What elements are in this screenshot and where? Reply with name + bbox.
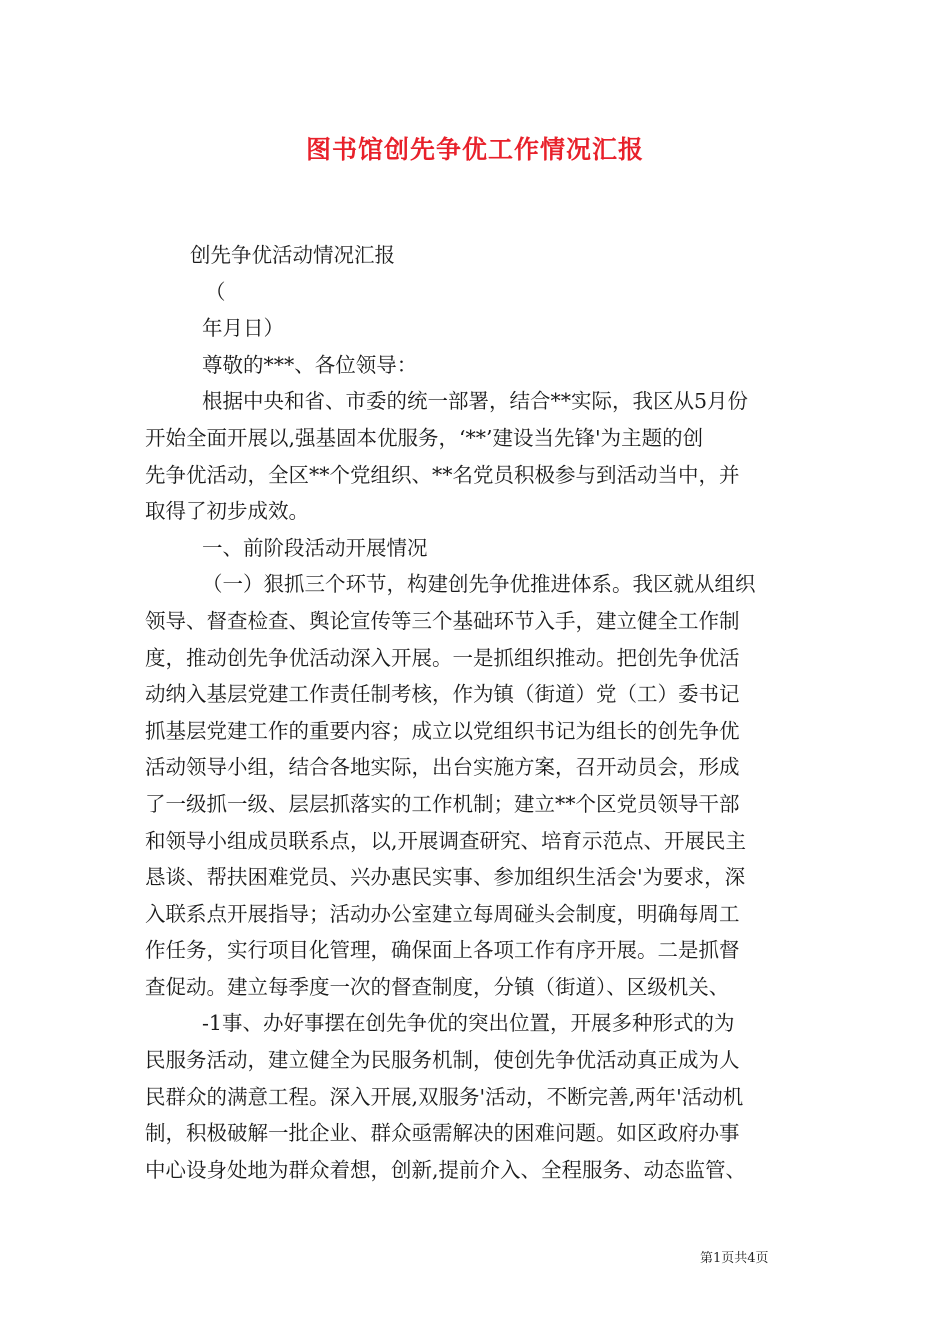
body-line: （一）狠抓三个环节，构建创先争优推进体系。我区就从组织: [202, 572, 756, 597]
body-line: 和领导小组成员联系点，以,开展调查研究、培育示范点、开展民主: [145, 828, 747, 853]
document-title: 图书馆创先争优工作情况汇报: [305, 135, 644, 164]
body-line: -1事、办好事摆在创先争优的突出位置，开展多种形式的为: [202, 1011, 735, 1036]
body-line: 尊敬的***、各位领导：: [202, 352, 418, 377]
body-line: 恳谈、帮扶困难党员、兴办惠民实事、参加组织生活会'为要求，深: [145, 865, 746, 890]
body-line: 度，推动创先争优活动深入开展。一是抓组织推动。把创先争优活: [145, 645, 740, 670]
body-line: 创先争优活动情况汇报: [190, 243, 395, 267]
body-line: （: [205, 279, 226, 304]
body-line: 动纳入基层党建工作责任制考核，作为镇（街道）党（工）委书记: [145, 682, 740, 707]
body-line: 抓基层党建工作的重要内容；成立以党组织书记为组长的创先争优: [145, 718, 740, 743]
body-line: 活动领导小组，结合各地实际，出台实施方案，召开动员会，形成: [145, 755, 740, 780]
body-line: 入联系点开展指导；活动办公室建立每周碰头会制度，明确每周工: [145, 901, 740, 926]
body-line: 了一级抓一级、层层抓落实的工作机制；建立**个区党员领导干部: [145, 791, 740, 816]
body-line: 查促动。建立每季度一次的督查制度，分镇（街道）、区级机关、: [145, 974, 730, 999]
body-line: 制，积极破解一批企业、群众亟需解决的困难问题。如区政府办事: [145, 1121, 740, 1146]
body-line: 一、前阶段活动开展情况: [202, 535, 428, 560]
body-line: 年月日）: [202, 316, 284, 341]
document-body: [145, 237, 807, 1188]
body-line: 民服务活动，建立健全为民服务机制，使创先争优活动真正成为人: [145, 1048, 740, 1073]
body-line: 取得了初步成效。: [145, 499, 309, 524]
page-number: 第1页共4页: [700, 1251, 769, 1266]
body-line: 开始全面开展以,强基固本优服务，‘**’建设当先锋'为主题的创: [145, 425, 704, 450]
body-line: 根据中央和省、市委的统一部署，结合**实际，我区从5月份: [202, 389, 749, 414]
body-line: 中心设身处地为群众着想，创新,提前介入、全程服务、动态监管、: [145, 1157, 747, 1182]
body-line: 作任务，实行项目化管理，确保面上各项工作有序开展。二是抓督: [145, 938, 740, 963]
body-line: 民群众的满意工程。深入开展,双服务'活动，不断完善,两年'活动机: [145, 1084, 744, 1109]
body-line: 先争优活动，全区**个党组织、**名党员积极参与到活动当中，并: [145, 462, 740, 487]
body-line: 领导、督查检查、舆论宣传等三个基础环节入手，建立健全工作制: [145, 608, 740, 633]
